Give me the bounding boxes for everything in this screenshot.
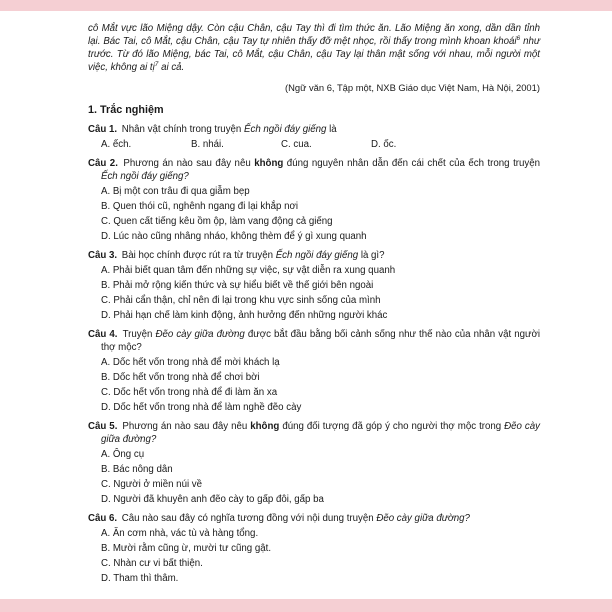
question-text-segment: Ếch ngồi đáy giếng [275, 250, 359, 261]
excerpt-text-segment: 6 [516, 34, 521, 42]
question-block [88, 328, 540, 414]
options-list [88, 356, 540, 414]
answer-option: D. ốc. [371, 139, 397, 150]
options-list [88, 185, 540, 243]
answer-option: C. Dốc hết vốn trong nhà để đi làm ăn xa [101, 387, 278, 398]
question-text-segment: là gì? [358, 250, 385, 261]
question-text [88, 420, 540, 446]
question-text-segment: đúng nguyên nhân dẫn đến cái chết của ếch trong truyện [283, 158, 540, 169]
answer-option: A. Bị một con trâu đi qua giẫm bẹp [101, 186, 250, 197]
question-text-segment: Bài học chính được rút ra từ truyện [121, 250, 276, 261]
answer-option: B. Quen thói cũ, nghênh ngang đi lại khắp nơi [101, 201, 299, 212]
question-text [88, 157, 540, 183]
answer-option: A. ếch. [101, 139, 132, 150]
answer-option: C. Người ở miền núi về [101, 479, 203, 490]
excerpt-text-segment: cô Mắt vực lão Miệng dậy. Còn cậu Chân, cậu Tay thì đi tìm thức ăn. Lão Miệng ăn xong, dần dần tỉnh lại. Bác Tai, cô Mắt, cậu Chân, cậu Tay tự nhiên thấy đỡ mệt nhọc, rồi thấy trong mình khoan khoái [88, 23, 540, 47]
answer-option: A. Ông cụ [101, 449, 145, 460]
question-number: Câu 3. [88, 250, 120, 261]
question-text-segment: Đẽo cày giữa đường? [376, 513, 470, 524]
question-text-segment: đúng đối tượng đã góp ý cho người thợ mộc trong [279, 421, 505, 432]
source-citation: (Ngữ văn 6, Tập một, NXB Giáo dục Việt Nam, Hà Nội, 2001) [284, 82, 540, 93]
question-number: Câu 6. [88, 513, 120, 524]
bottom-edge-strip [0, 599, 612, 612]
question-block [88, 123, 540, 151]
document-page [88, 22, 540, 585]
answer-option: B. Dốc hết vốn trong nhà để chơi bời [101, 372, 260, 383]
excerpt-text-segment: như trước. Từ đó lão Miệng, bác Tai, cô Mắt, cậu Chân, cậu Tay lại thân mật sống với nhau, mỗi người một việc, không ai tị [88, 36, 541, 73]
answer-option: A. Phải biết quan tâm đến những sự việc, sự vật diễn ra xung quanh [101, 265, 396, 276]
answer-option: C. Quen cất tiếng kêu ồm ộp, làm vang động cả giếng [101, 216, 333, 227]
answer-option: C. Nhàn cư vi bất thiện. [101, 558, 203, 569]
answer-option: D. Phải hạn chế làm kinh động, ảnh hưởng đến những người khác [101, 310, 388, 321]
question-block [88, 157, 540, 243]
questions-list [88, 123, 540, 585]
excerpt-paragraph [88, 22, 540, 74]
options-list [88, 264, 540, 322]
answer-option: D. Tham thì thâm. [101, 573, 179, 584]
question-text-segment: Đẽo cày giữa đường [155, 329, 245, 340]
answer-option: D. Dốc hết vốn trong nhà để làm nghề đẽo cày [101, 402, 302, 413]
question-text-segment: Truyện [122, 329, 156, 340]
question-text-segment: không [250, 421, 280, 432]
options-list [88, 138, 540, 151]
question-text-segment: Ếch ngồi đáy giếng [244, 124, 327, 135]
question-text-segment: không [254, 158, 284, 169]
question-number: Câu 5. [88, 421, 121, 432]
answer-option: B. Phải mở rộng kiến thức và sự hiểu biết về thế giới bên ngoài [101, 280, 374, 291]
question-text [88, 328, 540, 354]
answer-option: A. Dốc hết vốn trong nhà để mời khách lạ [101, 357, 280, 368]
options-list [88, 448, 540, 506]
question-text [88, 512, 540, 525]
section-title: 1. Trắc nghiệm [88, 104, 164, 116]
question-text-segment: Đẽo cày giữa đường? [101, 421, 541, 445]
excerpt-text-segment: ai cả. [158, 62, 185, 73]
top-edge-strip [0, 0, 612, 11]
question-text-segment: Phương án nào sau đây nêu [123, 158, 255, 169]
question-number: Câu 1. [88, 124, 120, 135]
question-block [88, 512, 540, 585]
question-text [88, 123, 540, 136]
excerpt-text-segment: 7 [154, 60, 159, 68]
question-text [88, 249, 540, 262]
answer-option: D. Người đã khuyên anh đẽo cày to gấp đôi, gấp ba [101, 494, 324, 505]
answer-option: C. Phải cẩn thận, chỉ nên đi lại trong khu vực sinh sống của mình [101, 295, 381, 306]
answer-option: D. Lúc nào cũng nhâng nháo, không thèm để ý gì xung quanh [101, 231, 367, 242]
question-text-segment: Nhân vật chính trong truyện [121, 124, 245, 135]
answer-option: C. cua. [281, 139, 312, 150]
question-number: Câu 4. [88, 329, 121, 340]
question-text-segment: Câu nào sau đây có nghĩa tương đồng với nội dung truyện [121, 513, 377, 524]
answer-option: B. Bác nông dân [101, 464, 173, 475]
answer-option: B. Mười rằm cũng ừ, mười tư cũng gật. [101, 543, 272, 554]
answer-option: B. nhái. [191, 139, 224, 150]
options-list [88, 527, 540, 585]
question-text-segment: Phương án nào sau đây nêu [122, 421, 251, 432]
question-text-segment: là [326, 124, 337, 135]
question-text-segment: Ếch ngồi đáy giếng? [101, 171, 189, 182]
question-block [88, 420, 540, 506]
question-number: Câu 2. [88, 158, 122, 169]
question-block [88, 249, 540, 322]
answer-option: A. Ăn cơm nhà, vác tù và hàng tổng. [101, 528, 259, 539]
question-text-segment: được bắt đầu bằng bối cảnh sống như thế nào của nhân vật người thợ mộc? [101, 329, 540, 353]
